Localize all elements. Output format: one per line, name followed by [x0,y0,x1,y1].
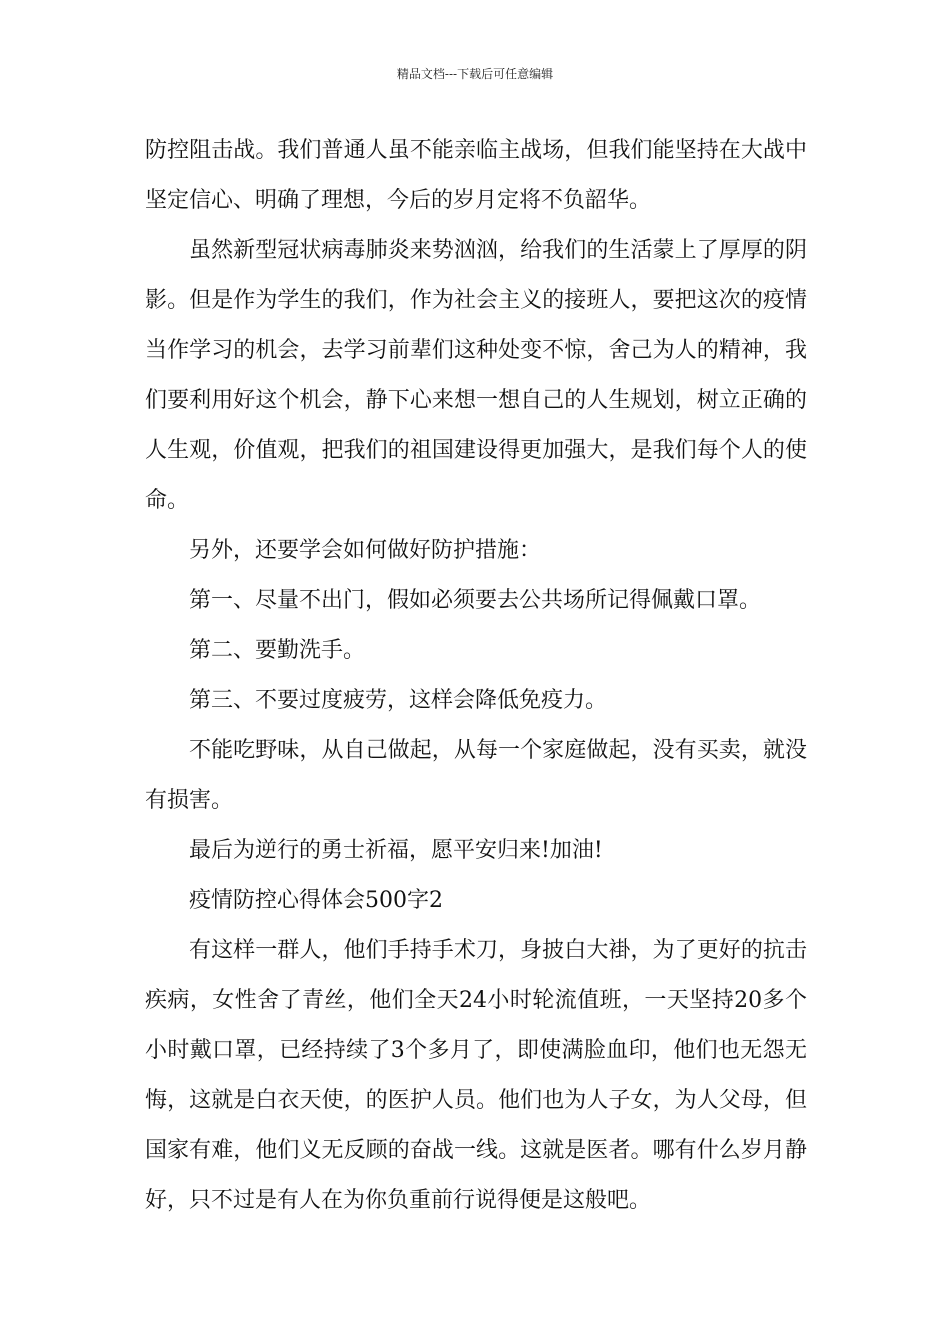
list-item: 第三、不要过度疲劳，这样会降低免疫力。 [189,688,608,713]
page-header: 精品文档---下载后可任意编辑 [396,67,554,81]
paragraph: 最后为逆行的勇士祈福，愿平安归来!加油! [189,838,603,863]
paragraph: 虽然新型冠状病毒肺炎来势汹汹，给我们的生活蒙上了厚厚的阴影。但是作为学生的我们，作为社会主义的接班人，要把这次的疫情当作学习的机会，去学习前辈们这种处变不惊，舍己为人的精神，我们要利用好这个机会，静下心来想一想自己的人生规划，树立正确的人生观，价值观，把我们的祖国建设得更加强大，是我们每个人的使命。 [145,238,807,513]
paragraph-continuation: 防控阻击战。我们普通人虽不能亲临主战场，但我们能坚持在大战中坚定信心、明确了理想，今后的岁月定将不负韶华。 [145,138,807,213]
paragraph: 另外，还要学会如何做好防护措施： [189,538,542,563]
paragraph: 有这样一群人，他们手持手术刀，身披白大褂，为了更好的抗击疾病，女性舍了青丝，他们全天24小时轮流值班，一天坚持20多个小时戴口罩，已经持续了3个多月了，即使满脸血印，他们也无怨无悔，这就是白衣天使，的医护人员。他们也为人子女，为人父母，但国家有难，他们义无反顾的奋战一线。这就是医者。哪有什么岁月静好，只不过是有人在为你负重前行说得便是这般吧。 [145,938,807,1213]
list-item: 第一、尽量不出门，假如必须要去公共场所记得佩戴口罩。 [189,588,762,613]
document-body [145,126,807,1226]
list-item: 第二、要勤洗手。 [189,638,366,663]
paragraph: 不能吃野味，从自己做起，从每一个家庭做起，没有买卖，就没有损害。 [145,738,807,813]
section-title: 疫情防控心得体会500字2 [189,888,443,913]
